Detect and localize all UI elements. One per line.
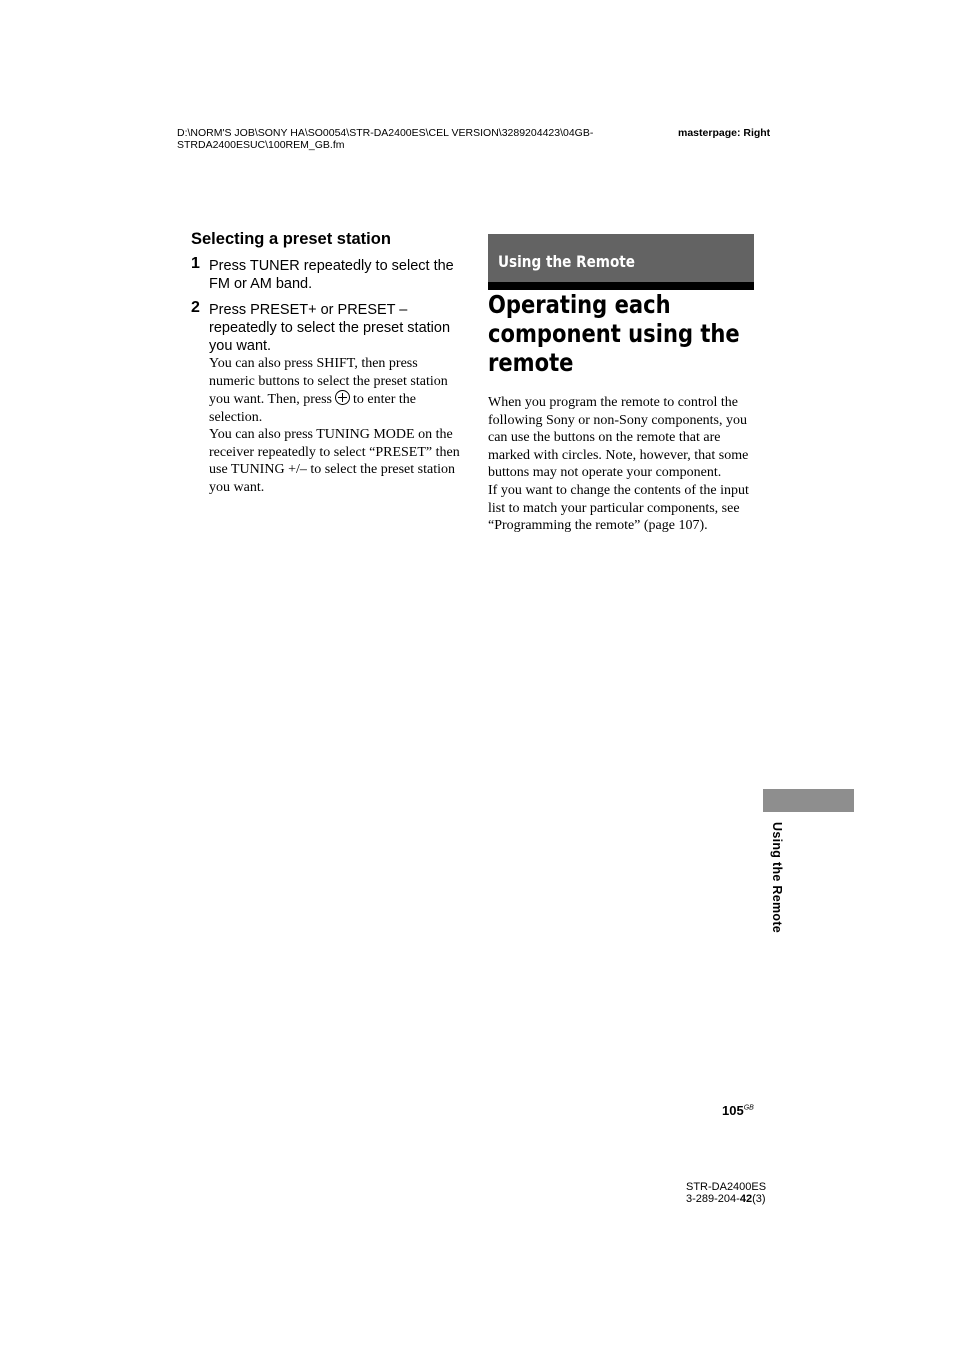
step-1 bbox=[191, 257, 461, 293]
section-band-label: Using the Remote bbox=[498, 252, 636, 271]
note-tuning: You can also press TUNING MODE on the receiver repeatedly to select “PRESET” then use TUNING +/– to select the preset station you want. bbox=[209, 427, 460, 495]
model-info bbox=[686, 1181, 766, 1205]
code-bold: 42 bbox=[739, 1193, 753, 1205]
page-title: Operating each component using the remote bbox=[488, 290, 740, 377]
step-text: Press PRESET+ or PRESET – repeatedly to select the preset station you want. bbox=[209, 302, 451, 354]
model-name: STR-DA2400ES bbox=[686, 1181, 767, 1193]
step-number: 2 bbox=[191, 299, 200, 316]
paragraph: If you want to change the contents of the input list to match your particular components, see “Programming the remote” (page 107). bbox=[488, 482, 749, 534]
model-code bbox=[686, 1193, 766, 1205]
note-text: to enter the selection. bbox=[209, 392, 416, 425]
code-suffix: (3) bbox=[752, 1193, 766, 1205]
step-text: Press TUNER repeatedly to select the FM or AM band. bbox=[209, 258, 454, 292]
masterpage-label: masterpage: Right bbox=[678, 127, 771, 139]
step-2 bbox=[191, 301, 461, 496]
body-text bbox=[488, 394, 754, 535]
code-prefix: 3-289-204- bbox=[686, 1193, 740, 1205]
file-path: D:\NORM'S JOB\SONY HA\SO0054\STR-DA2400ES\CEL VERSION\3289204423\04GB-STRDA2400ESUC\100REM_GB.fm bbox=[177, 127, 594, 151]
paragraph: When you program the remote to control the following Sony or non-Sony components, you can use the buttons on the remote that are marked with circles. Note, however, that some buttons may not operate your component. bbox=[488, 395, 749, 481]
note-text: You can also press SHIFT, then press numeric buttons to select the preset station you want. Then, press bbox=[209, 356, 448, 407]
page-number bbox=[722, 1103, 754, 1118]
side-tab-label: Using the Remote bbox=[770, 822, 784, 934]
page-suffix: GB bbox=[743, 1104, 754, 1112]
enter-button-icon bbox=[335, 390, 350, 405]
step-number: 1 bbox=[191, 255, 200, 272]
page-number-value: 105 bbox=[722, 1103, 744, 1118]
note-shift bbox=[209, 355, 461, 426]
side-tab bbox=[763, 789, 854, 812]
section-heading: Selecting a preset station bbox=[191, 230, 391, 248]
section-band bbox=[488, 234, 754, 290]
